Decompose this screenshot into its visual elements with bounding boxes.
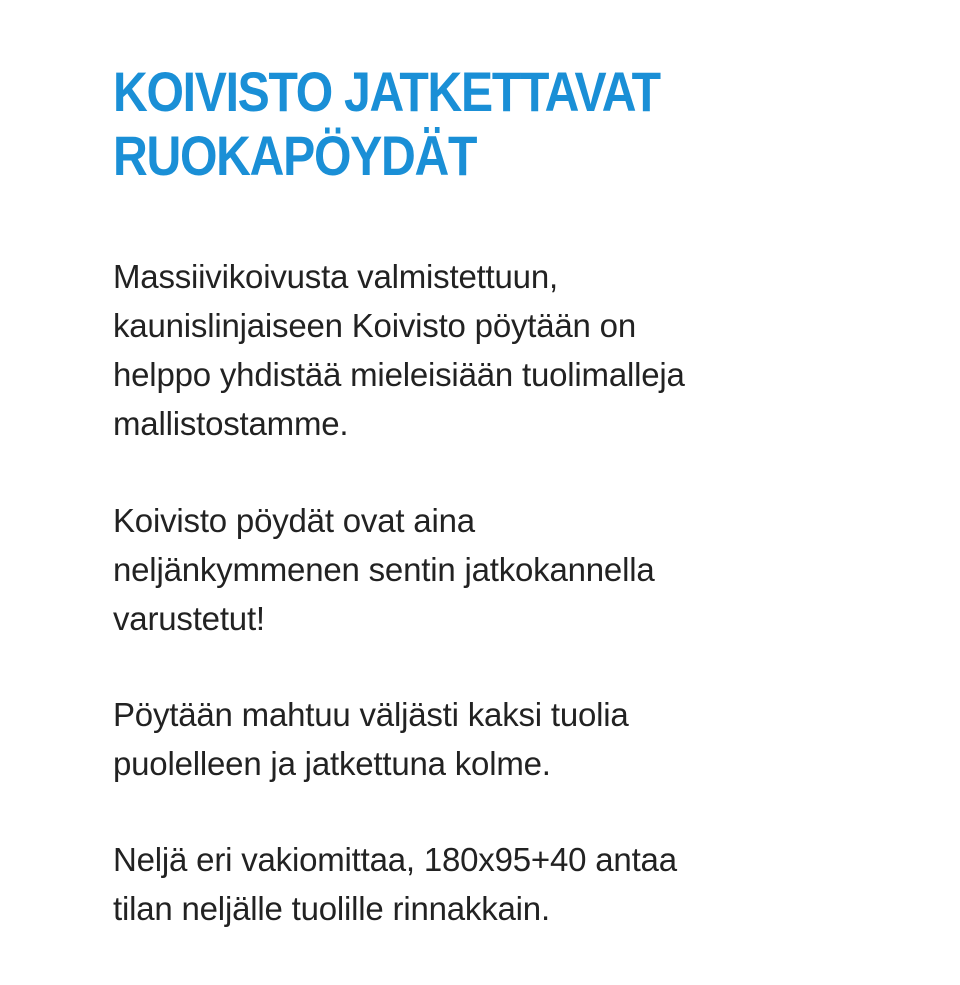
text-line: Pöytään mahtuu väljästi kaksi tuolia [113,696,629,733]
paragraph-seating [113,690,913,788]
product-description [113,60,913,933]
text-line: neljänkymmenen sentin jatkokannella [113,551,655,588]
paragraph-extension [113,496,913,643]
paragraph-intro [113,252,913,448]
title-line: KOIVISTO JATKETTAVAT [113,60,660,123]
text-line: varustetut! [113,600,265,637]
text-line: kaunislinjaiseen Koivisto pöytään on [113,307,636,344]
text-line: tilan neljälle tuolille rinnakkain. [113,890,550,927]
page-title [113,60,767,188]
title-line: RUOKAPÖYDÄT [113,124,477,187]
text-line: puolelleen ja jatkettuna kolme. [113,745,551,782]
text-line: Neljä eri vakiomittaa, 180x95+40 antaa [113,841,677,878]
text-line: mallistostamme. [113,405,349,442]
text-line: Koivisto pöydät ovat aina [113,502,475,539]
paragraph-sizes [113,835,913,933]
text-line: helppo yhdistää mieleisiään tuolimalleja [113,356,685,393]
text-line: Massiivikoivusta valmistettuun, [113,258,558,295]
